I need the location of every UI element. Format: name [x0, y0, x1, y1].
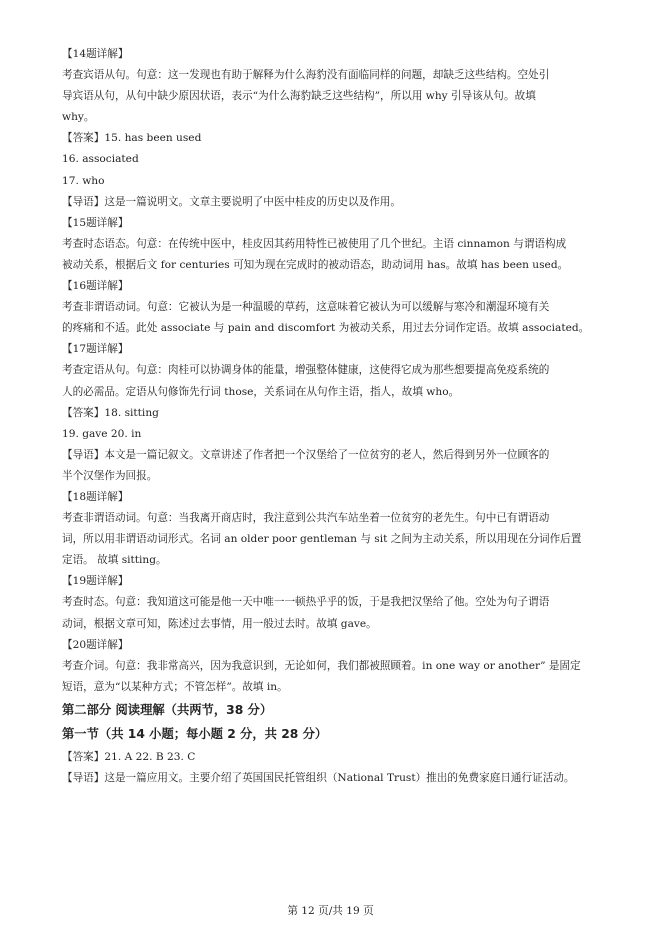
text-line: 被动关系，根据后文 for centuries 可知为现在完成时的被动语态，助动词用 has。故填 has been used。	[62, 258, 569, 271]
text-line: 【答案】18. sitting	[62, 406, 159, 419]
text-line: 考查时态语态。句意：在传统中医中，桂皮因其药用特性已被使用了几个世纪。主语 cinnamon 与谓语构成	[62, 237, 567, 250]
document-page	[62, 44, 614, 789]
text-line: 16. associated	[62, 153, 139, 166]
text-line: 17. who	[62, 174, 105, 187]
text-line: 定语。 故填 sitting。	[62, 554, 167, 567]
text-line: 【答案】15. has been used	[62, 132, 202, 145]
text-line: 【导语】本文是一篇记叙文。文章讲述了作者把一个汉堡给了一位贫穷的老人，然后得到另外一位顾客的	[62, 448, 550, 461]
text-line: 的疼痛和不适。此处 associate 与 pain and discomfort 为被动关系，用过去分词作定语。故填 associated。	[62, 322, 590, 335]
text-line: 19. gave 20. in	[62, 427, 142, 440]
document-body	[62, 44, 614, 698]
text-line: 【18题详解】	[62, 490, 129, 503]
text-line: 导宾语从句，从句中缺少原因状语，表示“为什么海豹缺乏这些结构”，所以用 why 引导该从句。故填	[62, 90, 536, 103]
text-line: why。	[62, 111, 95, 124]
text-line: 【20题详解】	[62, 638, 129, 651]
page-footer: 第 12 页/共 19 页	[287, 905, 374, 917]
text-line: 动词，根据文章可知，陈述过去事情，用一般过去时。故填 gave。	[62, 617, 377, 630]
text-line: 短语，意为“以某种方式；不管怎样”。故填 in。	[62, 680, 288, 693]
section-title: 第二部分 阅读理解（共两节，38 分）	[62, 702, 273, 717]
text-line: 【14题详解】	[62, 48, 129, 60]
text-line: 考查定语从句。句意：肉桂可以协调身体的能量，增强整体健康，这使得它成为那些想要提高免疫系统的	[62, 364, 550, 377]
text-line: 考查非谓语动词。句意：当我离开商店时，我注意到公共汽车站坐着一位贫穷的老先生。句中已有谓语动	[62, 512, 550, 525]
answer-line: 【答案】21. A 22. B 23. C	[62, 750, 196, 763]
text-line: 词，所以用非谓语动词形式。名词 an older poor gentleman 与 sit 之间为主动关系，所以用现在分词作后置	[62, 533, 582, 546]
text-line: 考查非谓语动词。句意：它被认为是一种温暖的草药，这意味着它被认为可以缓解与寒冷和潮湿环境有关	[62, 301, 550, 314]
text-line: 【17题详解】	[62, 343, 129, 356]
text-line: 人的必需品。定语从句修饰先行词 those，关系词在从句作主语，指人，故填 who。	[62, 385, 460, 398]
text-line: 【15题详解】	[62, 216, 129, 229]
text-line: 【导语】这是一篇说明文。文章主要说明了中医中桂皮的历史以及作用。	[62, 195, 401, 208]
guide-line: 【导语】这是一篇应用文。主要介绍了英国国民托管组织（National Trust）推出的免费家庭日通行证活动。	[62, 772, 575, 784]
text-line: 考查时态。句意：我知道这可能是他一天中唯一一顿热乎乎的饭，于是我把汉堡给了他。空处为句子谓语	[62, 596, 550, 609]
text-line: 考查介词。句意：我非常高兴，因为我意识到，无论如何，我们都被照顾着。in one way or another” 是固定	[62, 659, 581, 672]
subsection-title: 第一节（共 14 小题；每小题 2 分，共 28 分）	[62, 727, 328, 742]
text-line: 【19题详解】	[62, 575, 129, 588]
text-line: 考查宾语从句。句意：这一发现也有助于解释为什么海豹没有面临同样的问题，却缺乏这些结构。空处引	[62, 69, 550, 82]
text-line: 半个汉堡作为回报。	[62, 469, 158, 482]
text-line: 【16题详解】	[62, 280, 129, 293]
